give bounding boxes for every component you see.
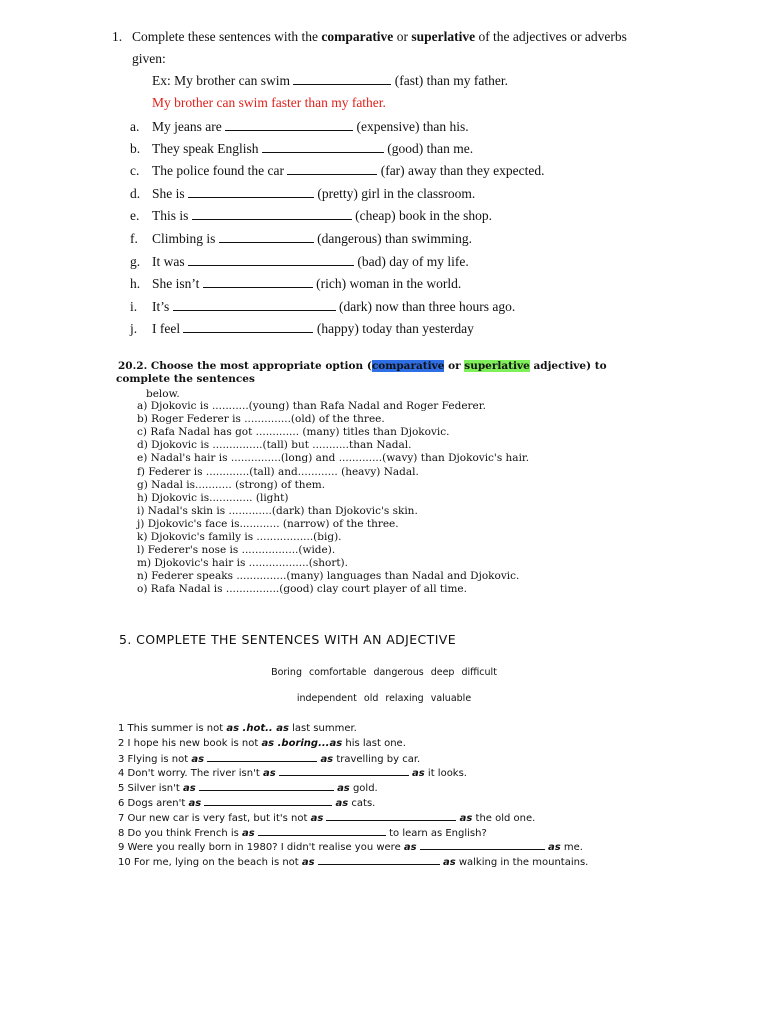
item-text: 4 Don't worry. The river isn't [118,768,263,780]
as-word: as [329,737,343,749]
item-text: to learn as English? [389,827,487,839]
answer-blank[interactable] [219,230,314,243]
item-text: 1 This summer is not [118,723,227,734]
as-word: as [337,783,350,795]
answer-blank[interactable] [287,162,377,175]
exercise-item [118,796,375,811]
exercise-item: o) Rafa Nadal is ................(good) clay court player of all time. [137,583,467,596]
item-text: She isn’t [152,276,200,291]
answer-blank[interactable] [183,320,313,333]
answer-blank[interactable] [192,207,352,220]
title-text: of the adjectives or adverbs [475,29,627,44]
as-word: as [276,723,289,734]
answer-blank[interactable] [173,298,336,311]
filled-answer: .hot.. [239,723,277,734]
item-text: 5 Silver isn't [118,783,183,795]
exercise-item: c) Rafa Nadal has got ............. (many) titles than Djokovic. [137,426,450,439]
item-text: 2 I hope his new book is not [118,737,262,749]
item-text: Climbing is [152,231,216,246]
as-word: as [310,812,324,824]
as-word: as [226,723,240,734]
exercise-item [130,206,492,226]
title-line-2: given: [132,51,166,66]
exercise-item: b) Roger Federer is ..............(old) of the three. [137,413,385,426]
example-prefix: Ex: My brother can swim [152,73,290,88]
item-letter: d. [130,186,141,201]
as-word: as [442,857,456,869]
item-text: 8 Do you think French is [118,827,243,839]
item-hint: (expensive) than his. [356,119,469,134]
exercise-item [118,766,467,781]
item-text: They speak English [152,141,259,156]
as-word: as [335,798,349,809]
as-word: as [191,753,205,765]
title-text: Complete these sentences with the [132,29,322,44]
exercise-item: i) Nadal's skin is .............(dark) than Djokovic's skin. [137,504,418,517]
item-text: last summer. [288,723,357,734]
item-text: 6 Dogs aren't [118,798,189,809]
exercise-item: d) Djokovic is ...............(tall) but ...........than Nadal. [137,439,412,452]
exercise-item: m) Djokovic's hair is ..................(short). [137,557,348,570]
exercise-item [118,855,588,870]
item-letter: h. [130,276,141,291]
heading-below: below. [146,388,180,400]
item-text: walking in the mountains. [455,857,589,869]
item-text: 3 Flying is not [118,753,192,765]
answer-blank[interactable] [293,72,391,85]
word-bank-line-1: Boring comfortable dangerous deep difficult [271,667,497,678]
exercise-item: h) Djokovic is............. (light) [137,491,289,504]
exercise-item [118,811,535,826]
exercise-item: n) Federer speaks ...............(many) languages than Nadal and Djokovic. [137,570,520,583]
exercise-item: a) Djokovic is ...........(young) than Rafa Nadal and Roger Federer. [137,400,486,412]
item-text: She is [152,186,185,201]
exercise-item [118,826,487,841]
heading-text: or [444,360,465,372]
item-hint: (dangerous) than swimming. [317,231,472,246]
as-word: as [261,737,275,749]
item-text: travelling by car. [333,753,421,765]
answer-blank[interactable] [318,855,440,865]
item-letter: g. [130,254,141,269]
item-letter: e. [130,208,140,223]
exercise-item: j) Djokovic's face is............ (narrow) of the three. [137,517,399,530]
section-1-number: 1. [112,29,123,44]
answer-blank[interactable] [225,118,353,131]
item-text: 10 For me, lying on the beach is not [118,857,302,869]
example-sentence [152,72,508,89]
exercise-item [130,229,472,249]
as-word: as [320,753,334,765]
item-text: cats. [348,798,376,809]
exercise-item [130,297,515,317]
exercise-item [118,752,420,767]
exercise-item [130,252,469,272]
example-hint: (fast) than my father. [394,73,508,88]
exercise-item: f) Federer is .............(tall) and............ (heavy) Nadal. [137,465,419,478]
heading-text: adjective) to [529,360,607,372]
as-word: as [188,798,202,809]
item-text: the old one. [472,812,536,824]
exercise-item [130,139,473,159]
exercise-item: l) Federer's nose is .................(wide). [137,544,336,557]
item-letter: i. [130,299,138,314]
answer-blank[interactable] [207,752,317,762]
item-hint: (pretty) girl in the classroom. [317,186,476,201]
item-text: 7 Our new car is very fast, but it's not [118,812,311,824]
item-letter: a. [130,119,140,134]
section-2-heading [118,360,658,386]
title-comparative: comparative [321,29,394,44]
answer-blank[interactable] [188,253,354,266]
item-hint: (far) away than they expected. [380,163,545,178]
item-hint: (happy) today than yesterday [316,321,474,336]
section-3-heading: 5. COMPLETE THE SENTENCES WITH AN ADJECTIVE [119,632,457,647]
answer-blank[interactable] [326,811,456,821]
item-text: My jeans are [152,119,222,134]
highlight-comparative: comparative [371,360,445,372]
item-letter: b. [130,141,141,156]
item-text: It was [152,254,185,269]
answer-blank[interactable] [204,796,332,806]
item-text: it looks. [424,768,467,780]
item-text: me. [560,842,583,854]
item-text: gold. [349,783,378,795]
item-hint: (cheap) book in the shop. [355,208,492,223]
answer-blank[interactable] [262,140,384,153]
item-text: I feel [152,321,181,336]
answer-blank[interactable] [279,766,409,776]
as-word: as [548,842,561,854]
as-word: as [262,768,276,780]
exercise-item: g) Nadal is........... (strong) of them. [137,478,326,491]
answer-blank[interactable] [420,840,545,850]
exercise-item [118,737,406,751]
exercise-item [130,161,545,181]
item-text: 9 Were you really born in 1980? I didn't realise you were [118,842,404,854]
answer-blank[interactable] [258,826,386,836]
heading-line-2: complete the sentences [116,373,255,385]
item-text: This is [152,208,189,223]
as-word: as [242,827,255,839]
exercise-item [118,722,357,736]
title-superlative: superlative [411,29,476,44]
title-text: or [393,29,412,44]
heading-text: 20.2. Choose the most appropriate option ( [118,360,372,372]
as-word: as [412,768,425,780]
as-word: as [301,857,315,869]
exercise-item: e) Nadal's hair is ...............(long) and .............(wavy) than Djokovic's hair. [137,452,530,465]
item-text: It’s [152,299,170,314]
filled-answer: .boring... [274,737,330,749]
item-text: his last one. [342,737,406,749]
item-hint: (bad) day of my life. [357,254,469,269]
item-letter: j. [130,321,138,336]
highlight-superlative: superlative [464,360,530,372]
item-letter: c. [130,163,140,178]
word-bank-line-2: independent old relaxing valuable [296,693,472,704]
item-hint: (dark) now than three hours ago. [339,299,516,314]
exercise-item [130,274,461,294]
exercise-item [130,184,475,204]
exercise-item [130,319,474,339]
exercise-item [118,781,378,796]
exercise-item [130,117,469,137]
as-word: as [459,812,473,824]
item-letter: f. [130,231,138,246]
item-hint: (rich) woman in the world. [316,276,462,291]
exercise-item: k) Djokovic's family is .................(big). [137,531,342,543]
answer-blank[interactable] [199,781,334,791]
as-word: as [182,783,196,795]
as-word: as [403,842,417,854]
answer-blank[interactable] [203,275,313,288]
example-answer: My brother can swim faster than my father. [152,95,386,110]
item-hint: (good) than me. [387,141,474,156]
item-text: The police found the car [152,163,284,178]
answer-blank[interactable] [188,185,314,198]
exercise-item [118,840,583,855]
